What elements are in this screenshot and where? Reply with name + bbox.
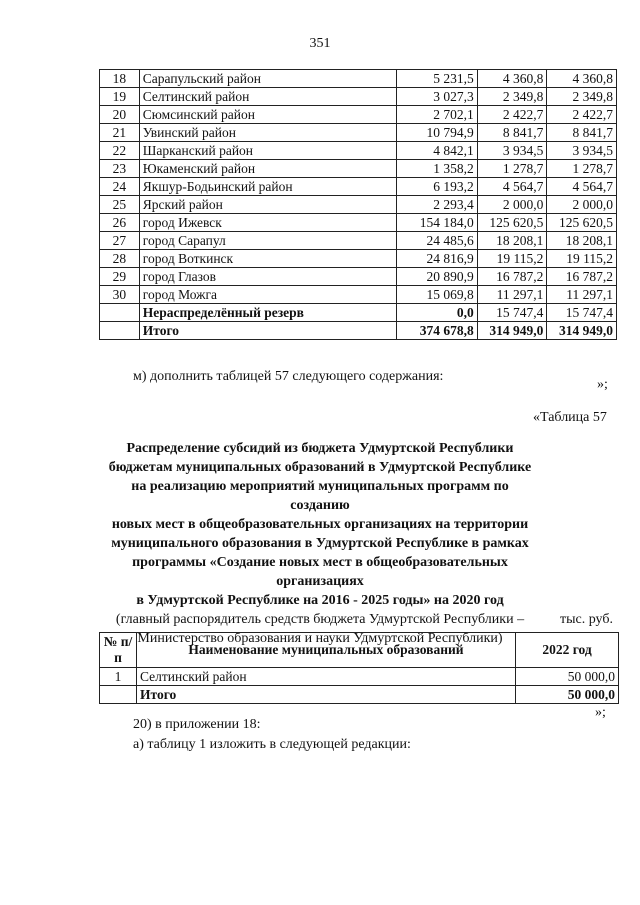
table-row	[100, 286, 617, 304]
cell-number: 25	[100, 196, 140, 214]
table-row	[100, 232, 617, 250]
cell-value: 4 842,1	[397, 142, 478, 160]
cell-value: 15 069,8	[397, 286, 478, 304]
cell-number: 23	[100, 160, 140, 178]
cell-name: город Сарапул	[139, 232, 396, 250]
item-20-text: 20) в приложении 18:	[133, 717, 261, 732]
table-row	[100, 124, 617, 142]
table-row	[100, 70, 617, 88]
table-title	[100, 439, 540, 648]
cell-value: 15 747,4	[477, 304, 547, 322]
cell-name: Юкаменский район	[139, 160, 396, 178]
closing-quote: »;	[597, 377, 608, 392]
cell-value: 18 208,1	[547, 232, 617, 250]
cell-name: Итого	[139, 322, 396, 340]
cell-number: 27	[100, 232, 140, 250]
reserve-row	[100, 304, 617, 322]
cell-name: Селтинский район	[137, 668, 516, 686]
cell-value: 4 564,7	[477, 178, 547, 196]
units-label: тыс. руб.	[560, 612, 613, 627]
cell-value: 4 564,7	[547, 178, 617, 196]
cell-value: 8 841,7	[477, 124, 547, 142]
cell-number: 22	[100, 142, 140, 160]
cell-value: 1 358,2	[397, 160, 478, 178]
cell-number	[100, 686, 137, 704]
total-row	[100, 686, 619, 704]
cell-value: 2 000,0	[547, 196, 617, 214]
cell-value: 16 787,2	[477, 268, 547, 286]
cell-value: 20 890,9	[397, 268, 478, 286]
cell-value: 2 293,4	[397, 196, 478, 214]
cell-value: 2 422,7	[547, 106, 617, 124]
cell-value: 19 115,2	[547, 250, 617, 268]
cell-value: 24 816,9	[397, 250, 478, 268]
cell-value: 10 794,9	[397, 124, 478, 142]
cell-value: 15 747,4	[547, 304, 617, 322]
cell-name: Сюмсинский район	[139, 106, 396, 124]
cell-name: Итого	[137, 686, 516, 704]
cell-value: 4 360,8	[547, 70, 617, 88]
total-row	[100, 322, 617, 340]
cell-name: Сарапульский район	[139, 70, 396, 88]
title-line: новых мест в общеобразовательных организациях на территории	[111, 517, 529, 532]
cell-number: 21	[100, 124, 140, 142]
cell-value: 125 620,5	[547, 214, 617, 232]
cell-value: 4 360,8	[477, 70, 547, 88]
cell-name: город Можга	[139, 286, 396, 304]
title-line: программы «Создание новых мест в общеобразовательных организациях	[132, 555, 508, 589]
cell-name: Увинский район	[139, 124, 396, 142]
cell-value: 3 934,5	[547, 142, 617, 160]
cell-value: 374 678,8	[397, 322, 478, 340]
cell-value: 18 208,1	[477, 232, 547, 250]
subtitle-line: Министерство образования и науки Удмуртской Республики)	[137, 631, 503, 646]
table-row	[100, 268, 617, 286]
col-header-year: 2022 год	[516, 633, 619, 668]
cell-number: 29	[100, 268, 140, 286]
table57-label: «Таблица 57	[533, 410, 607, 425]
cell-number: 19	[100, 88, 140, 106]
cell-value: 314 949,0	[547, 322, 617, 340]
cell-number	[100, 304, 140, 322]
cell-name: Ярский район	[139, 196, 396, 214]
cell-value: 2 349,8	[547, 88, 617, 106]
cell-value: 16 787,2	[547, 268, 617, 286]
cell-name: Якшур-Бодьинский район	[139, 178, 396, 196]
subtitle-line: (главный распорядитель средств бюджета Удмуртской Республики –	[115, 612, 525, 627]
cell-value: 2 422,7	[477, 106, 547, 124]
cell-value: 50 000,0	[516, 668, 619, 686]
table-row	[100, 196, 617, 214]
cell-value: 50 000,0	[516, 686, 619, 704]
cell-value: 3 027,3	[397, 88, 478, 106]
col-header-number: № п/п	[100, 633, 137, 668]
cell-value: 24 485,6	[397, 232, 478, 250]
cell-number: 24	[100, 178, 140, 196]
cell-name: Селтинский район	[139, 88, 396, 106]
cell-name: город Воткинск	[139, 250, 396, 268]
cell-name: город Ижевск	[139, 214, 396, 232]
title-line: бюджетам муниципальных образований в Удмуртской Республике	[108, 460, 532, 475]
cell-value: 3 934,5	[477, 142, 547, 160]
cell-value: 2 702,1	[397, 106, 478, 124]
cell-value: 2 000,0	[477, 196, 547, 214]
page-number: 351	[309, 36, 331, 51]
title-line: на реализацию мероприятий муниципальных программ по созданию	[131, 479, 509, 513]
item-m-text: м) дополнить таблицей 57 следующего содержания:	[133, 369, 444, 384]
cell-number: 18	[100, 70, 140, 88]
closing-quote: »;	[595, 705, 606, 720]
cell-value: 125 620,5	[477, 214, 547, 232]
subsidy-table-57	[99, 632, 619, 704]
cell-value: 314 949,0	[477, 322, 547, 340]
table-row	[100, 160, 617, 178]
cell-value: 11 297,1	[477, 286, 547, 304]
title-line: в Удмуртской Республике на 2016 - 2025 годы» на 2020 год	[136, 593, 504, 608]
cell-number: 26	[100, 214, 140, 232]
cell-value: 0,0	[397, 304, 478, 322]
subsidy-table-continued	[99, 69, 617, 340]
cell-value: 154 184,0	[397, 214, 478, 232]
col-header-name: Наименование муниципальных образований	[137, 633, 516, 668]
cell-value: 8 841,7	[547, 124, 617, 142]
title-line: муниципального образования в Удмуртской Республике в рамках	[111, 536, 529, 551]
table-row	[100, 106, 617, 124]
cell-value: 1 278,7	[477, 160, 547, 178]
table-row	[100, 668, 619, 686]
cell-value: 5 231,5	[397, 70, 478, 88]
cell-number: 1	[100, 668, 137, 686]
cell-value: 1 278,7	[547, 160, 617, 178]
table-row	[100, 250, 617, 268]
cell-number	[100, 322, 140, 340]
cell-name: Нераспределённый резерв	[139, 304, 396, 322]
table-row	[100, 142, 617, 160]
cell-number: 28	[100, 250, 140, 268]
item-a-text: а) таблицу 1 изложить в следующей редакции:	[133, 737, 411, 752]
cell-value: 19 115,2	[477, 250, 547, 268]
cell-value: 11 297,1	[547, 286, 617, 304]
table-row	[100, 214, 617, 232]
cell-value: 2 349,8	[477, 88, 547, 106]
title-line: Распределение субсидий из бюджета Удмуртской Республики	[126, 441, 514, 456]
cell-value: 6 193,2	[397, 178, 478, 196]
cell-number: 20	[100, 106, 140, 124]
table-row	[100, 178, 617, 196]
cell-name: Шарканский район	[139, 142, 396, 160]
cell-number: 30	[100, 286, 140, 304]
table-row	[100, 88, 617, 106]
cell-name: город Глазов	[139, 268, 396, 286]
